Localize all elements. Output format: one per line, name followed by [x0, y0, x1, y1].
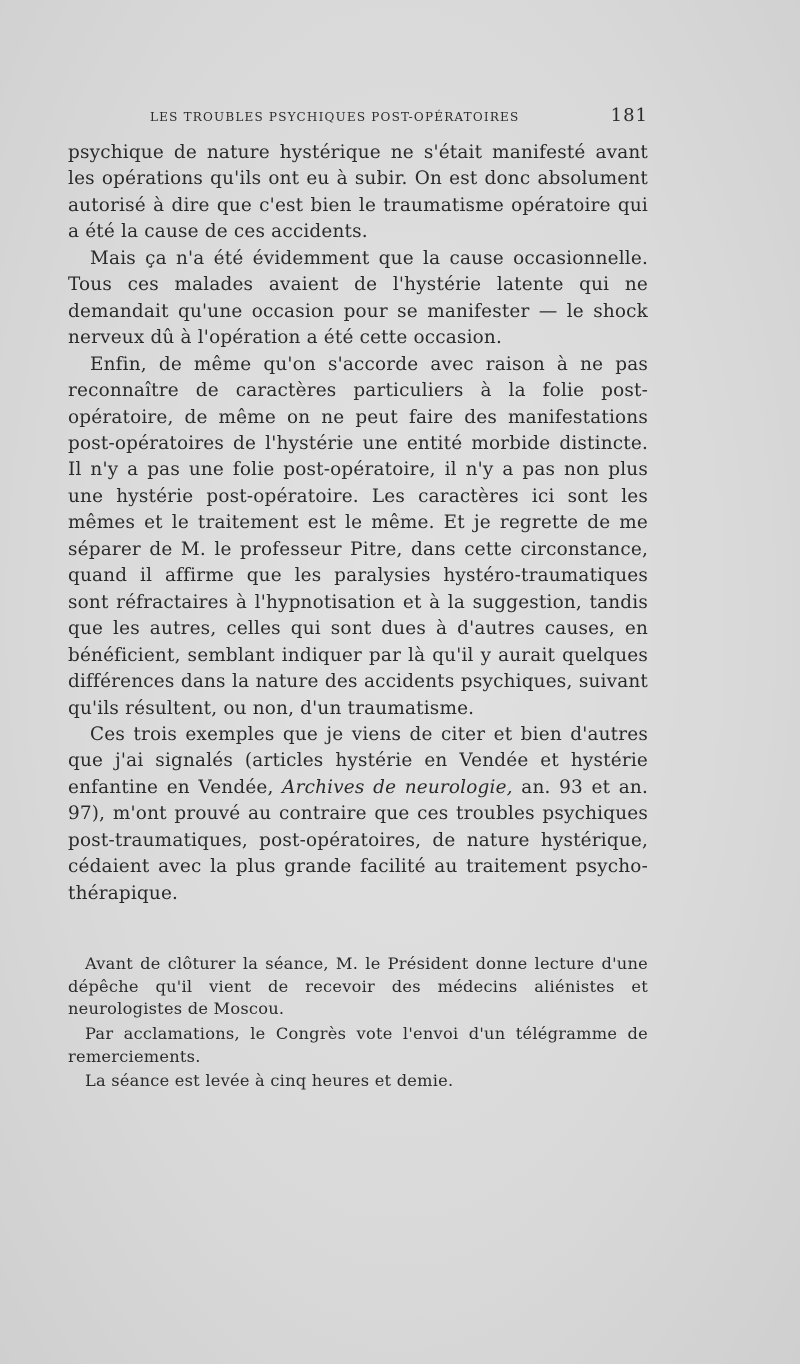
running-head [150, 105, 648, 126]
body-text [68, 140, 648, 907]
paragraph-1: psychique de nature hystérique ne s'était manifesté avant les opérations qu'ils ont eu à subir. On est donc absolument autorisé à dire que c'est bien le traumatisme opératoire qui a été la cause de ces accidents. [68, 142, 648, 243]
note-1: Avant de clôturer la séance, M. le Président donne lecture d'une dépêche qu'il vient de recevoir des médecins aliénistes et neurologistes de Moscou. [68, 954, 648, 1019]
journal-title: Archives de neurologie, [282, 776, 513, 798]
note-3: La séance est levée à cinq heures et demie. [85, 1071, 454, 1091]
paragraph-2: Mais ça n'a été évidemment que la cause occasionnelle. Tous ces malades avaient de l'hystérie latente qui ne demandait qu'une occasion pour se manifester — le shock nerveux dû à l'opération a été cette occasion. [68, 247, 648, 349]
paragraph-4-start: Ces trois exemples que je viens de citer et bien d'autres que j'ai signalés (articles hystérie en Vendée et hystérie enfantine en Vendée, [68, 723, 648, 798]
paragraph-3: Enfin, de même qu'on s'accorde avec raison à ne pas reconnaître de caractères particuliers à la folie post-opératoire, de même on ne peut faire des manifestations post-opératoires de l'hystérie une entité morbide distincte. Il n'y a pas une folie post-opératoire, il n'y a pas non plus une hystérie post-opératoire. Les caractères ici sont les mêmes et le traitement est le même. Et je regrette de me séparer de M. le professeur Pitre, dans cette circonstance, quand il affirme que les paralysies hystéro-traumatiques sont réfractaires à l'hypnotisation et à la suggestion, tandis que les autres, celles qui sont dues à d'autres causes, en bénéficient, semblant indiquer par là qu'il y aurait quelques différences dans la nature des accidents psychiques, suivant qu'ils résultent, ou non, d'un traumatisme. [68, 353, 648, 719]
running-title: LES TROUBLES PSYCHIQUES POST-OPÉRATOIRES [150, 110, 520, 124]
session-notes [68, 953, 648, 1093]
paragraph-4-end: an. 93 et an. 97), m'ont prouvé au contraire que ces troubles psychiques post-traumatiques, post-opératoires, de nature hystérique, cédaient avec la plus grande facilité au traitement psycho-thérapique. [68, 776, 648, 904]
paragraph-4 [68, 722, 648, 907]
page-number: 181 [610, 105, 648, 126]
book-page [68, 105, 648, 1093]
note-2: Par acclamations, le Congrès vote l'envoi d'un télégramme de remerciements. [68, 1023, 648, 1066]
